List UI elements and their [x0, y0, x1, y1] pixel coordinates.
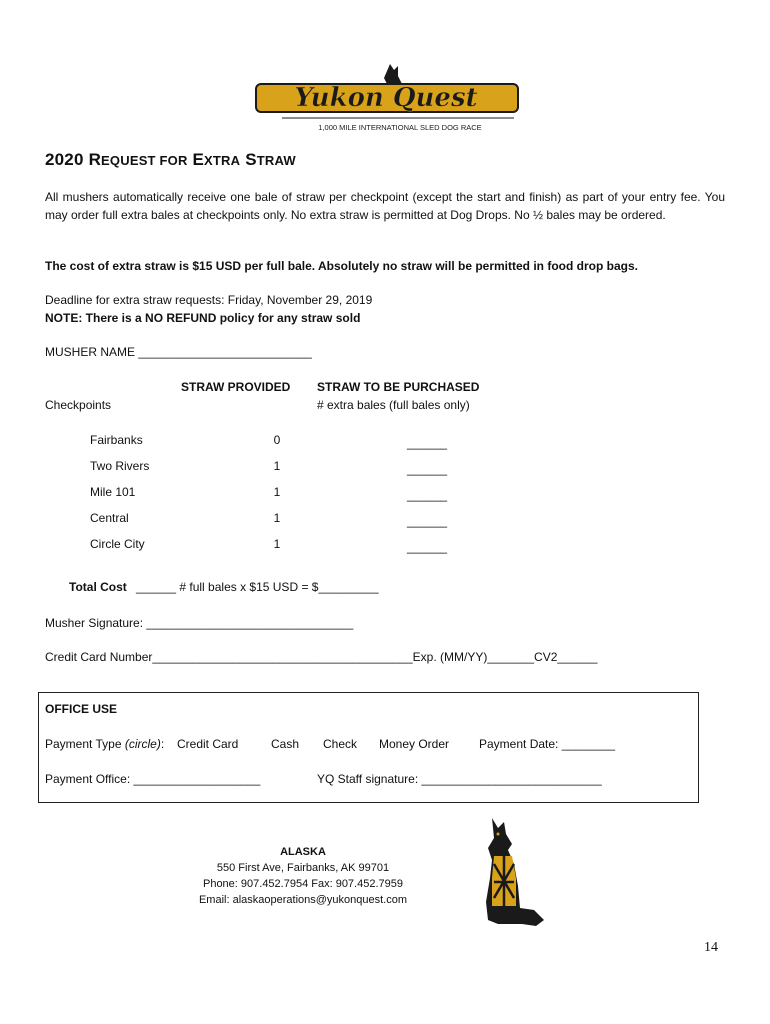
- option-check[interactable]: Check: [323, 737, 358, 751]
- checkpoint-name: Central: [90, 511, 129, 525]
- option-cash[interactable]: Cash: [271, 737, 300, 751]
- straw-provided: 1: [273, 511, 281, 525]
- payment-office-field[interactable]: Payment Office: ___________________: [45, 772, 261, 786]
- office-use-heading: OFFICE USE: [45, 702, 118, 716]
- checkpoint-name: Circle City: [90, 537, 145, 551]
- credit-card-field[interactable]: Credit Card Number_______________________________________Exp. (MM/YY)_______CV2______: [45, 650, 598, 664]
- intro-paragraph: All mushers automatically receive one bale of straw per checkpoint (except the start and finish) as part of your entry fee. You may order full extra bales at checkpoints only. No extra straw is permitted at Dog Drops. No ½ bales may be ordered.: [45, 190, 725, 222]
- address-phone: Phone: 907.452.7954 Fax: 907.452.7959: [202, 878, 403, 890]
- extra-bales-field[interactable]: ______: [407, 514, 448, 528]
- staff-signature-field[interactable]: YQ Staff signature: ___________________________: [317, 772, 602, 786]
- extra-bales-field[interactable]: ______: [407, 436, 448, 450]
- checkpoint-name: Fairbanks: [90, 433, 143, 447]
- checkpoint-name: Two Rivers: [90, 459, 150, 473]
- straw-provided: 1: [273, 459, 281, 473]
- straw-provided: 0: [273, 433, 281, 447]
- option-money-order[interactable]: Money Order: [379, 737, 450, 751]
- straw-provided: 1: [273, 485, 281, 499]
- total-cost-label: Total Cost: [69, 580, 127, 594]
- checkpoint-name: Mile 101: [90, 485, 136, 499]
- extra-bales-field[interactable]: ______: [407, 462, 448, 476]
- address-heading: ALASKA: [280, 846, 326, 858]
- sled-dog-icon: [478, 816, 548, 928]
- col-header-provided: STRAW PROVIDED: [181, 380, 291, 394]
- col-header-purchased: STRAW TO BE PURCHASED: [317, 380, 480, 394]
- extra-bales-field[interactable]: ______: [407, 488, 448, 502]
- straw-provided: 1: [273, 537, 281, 551]
- logo-tagline: 1,000 MILE INTERNATIONAL SLED DOG RACE: [318, 123, 482, 132]
- yukon-quest-logo: [252, 62, 520, 134]
- page-title: 2020 REQUEST FOR EXTRA STRAW: [45, 150, 296, 169]
- deadline-text: Deadline for extra straw requests: Friday, November 29, 2019: [45, 293, 373, 307]
- col-header-checkpoints: Checkpoints: [45, 398, 112, 412]
- option-credit-card[interactable]: Credit Card: [177, 737, 239, 751]
- extra-bales-field[interactable]: ______: [407, 540, 448, 554]
- musher-name-field[interactable]: MUSHER NAME __________________________: [45, 345, 312, 359]
- address-email: Email: alaskaoperations@yukonquest.com: [198, 894, 408, 906]
- page-number: 14: [704, 940, 718, 955]
- payment-type-label: Payment Type (circle):: [45, 737, 165, 751]
- cost-notice: The cost of extra straw is $15 USD per full bale. Absolutely no straw will be permitted in food drop bags.: [45, 259, 638, 273]
- payment-date-field[interactable]: Payment Date: ________: [479, 737, 616, 751]
- musher-signature-field[interactable]: Musher Signature: _______________________________: [45, 616, 354, 630]
- logo-wordmark: Yukon Quest: [294, 83, 478, 113]
- total-cost-field[interactable]: ______ # full bales x $15 USD = $_________: [136, 580, 379, 594]
- col-header-purchased-sub: # extra bales (full bales only): [317, 398, 470, 412]
- address-street: 550 First Ave, Fairbanks, AK 99701: [216, 862, 390, 874]
- refund-note: NOTE: There is a NO REFUND policy for any straw sold: [45, 311, 361, 325]
